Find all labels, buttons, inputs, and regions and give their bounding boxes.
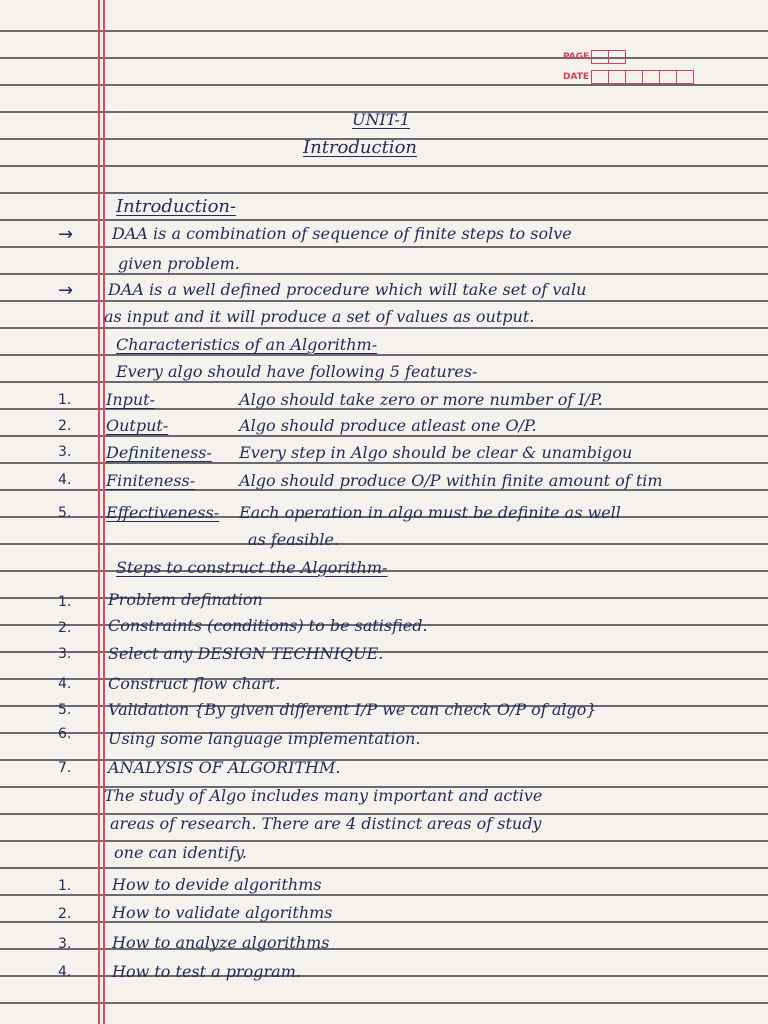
- feature-text: Each operation in algo must be definite as well: [239, 503, 621, 522]
- item-number: 1.: [58, 878, 72, 894]
- feature-item: [106, 503, 621, 523]
- item-number: 4.: [58, 472, 72, 488]
- study-item: How to test a program.: [112, 962, 301, 981]
- feature-item: [106, 416, 537, 436]
- item-number: 3.: [58, 444, 72, 460]
- section-heading-steps: Steps to construct the Algorithm-: [116, 558, 388, 577]
- feature-text: Every step in Algo should be clear & unambigou: [239, 443, 633, 462]
- feature-keyword: Effectiveness-: [106, 503, 220, 522]
- item-number: 5.: [58, 505, 72, 521]
- step-item: Construct flow chart.: [108, 674, 281, 693]
- step-item: Constraints (conditions) to be satisfied.: [108, 616, 428, 635]
- feature-item: [106, 443, 632, 463]
- date-box: [563, 70, 694, 84]
- item-number: 2.: [58, 620, 72, 636]
- item-number: 1.: [58, 392, 72, 408]
- paragraph-line: one can identify.: [114, 843, 247, 862]
- item-number: 1.: [58, 594, 72, 610]
- page-number-box: [563, 50, 626, 64]
- step-item: ANALYSIS OF ALGORITHM.: [108, 758, 341, 777]
- study-item: How to analyze algorithms: [112, 933, 330, 952]
- bullet-line: as input and it will produce a set of values as output.: [104, 307, 535, 326]
- section-intro: Every algo should have following 5 features-: [116, 362, 478, 381]
- bullet-line: given problem.: [118, 254, 240, 273]
- step-item: Using some language implementation.: [108, 729, 421, 748]
- item-number: 2.: [58, 418, 72, 434]
- page-label: PAGE: [563, 52, 590, 62]
- feature-keyword: Definiteness-: [106, 443, 212, 462]
- feature-keyword: Finiteness-: [106, 471, 196, 490]
- margin-line: [98, 0, 100, 1024]
- bullet-line: DAA is a well defined procedure which will take set of valu: [108, 280, 587, 299]
- item-number: 4.: [58, 964, 72, 980]
- arrow-icon: →: [58, 280, 74, 301]
- feature-keyword: Input-: [106, 390, 156, 409]
- step-item: Validation {By given different I/P we can check O/P of algo}: [108, 700, 597, 719]
- step-item: Problem defination: [108, 590, 263, 609]
- item-number: 7.: [58, 760, 72, 776]
- step-item: Select any DESIGN TECHNIQUE.: [108, 644, 384, 663]
- feature-text: Algo should produce atleast one O/P.: [239, 416, 537, 435]
- feature-item: [106, 390, 603, 410]
- feature-text: Algo should take zero or more number of I/P.: [239, 390, 603, 409]
- margin-line: [103, 0, 105, 1024]
- study-item: How to devide algorithms: [112, 875, 322, 894]
- item-number: 5.: [58, 702, 72, 718]
- section-heading-characteristics: Characteristics of an Algorithm-: [116, 335, 378, 354]
- feature-item: [106, 471, 663, 491]
- paragraph-line: The study of Algo includes many important and active: [104, 786, 543, 805]
- paragraph-line: areas of research. There are 4 distinct areas of study: [110, 814, 542, 833]
- item-number: 4.: [58, 676, 72, 692]
- unit-label: UNIT-1: [352, 110, 410, 129]
- item-number: 6.: [58, 726, 72, 742]
- item-number: 3.: [58, 646, 72, 662]
- study-item: How to validate algorithms: [112, 903, 333, 922]
- item-number: 2.: [58, 906, 72, 922]
- page-title: Introduction: [303, 137, 417, 158]
- item-number: 3.: [58, 936, 72, 952]
- bullet-line: DAA is a combination of sequence of finite steps to solve: [112, 224, 572, 243]
- date-label: DATE: [563, 72, 590, 82]
- feature-keyword: Output-: [106, 416, 169, 435]
- section-heading-introduction: Introduction-: [116, 196, 237, 217]
- arrow-icon: →: [58, 224, 74, 245]
- feature-continuation: as feasible.: [248, 530, 340, 549]
- feature-text: Algo should produce O/P within finite amount of tim: [239, 471, 663, 490]
